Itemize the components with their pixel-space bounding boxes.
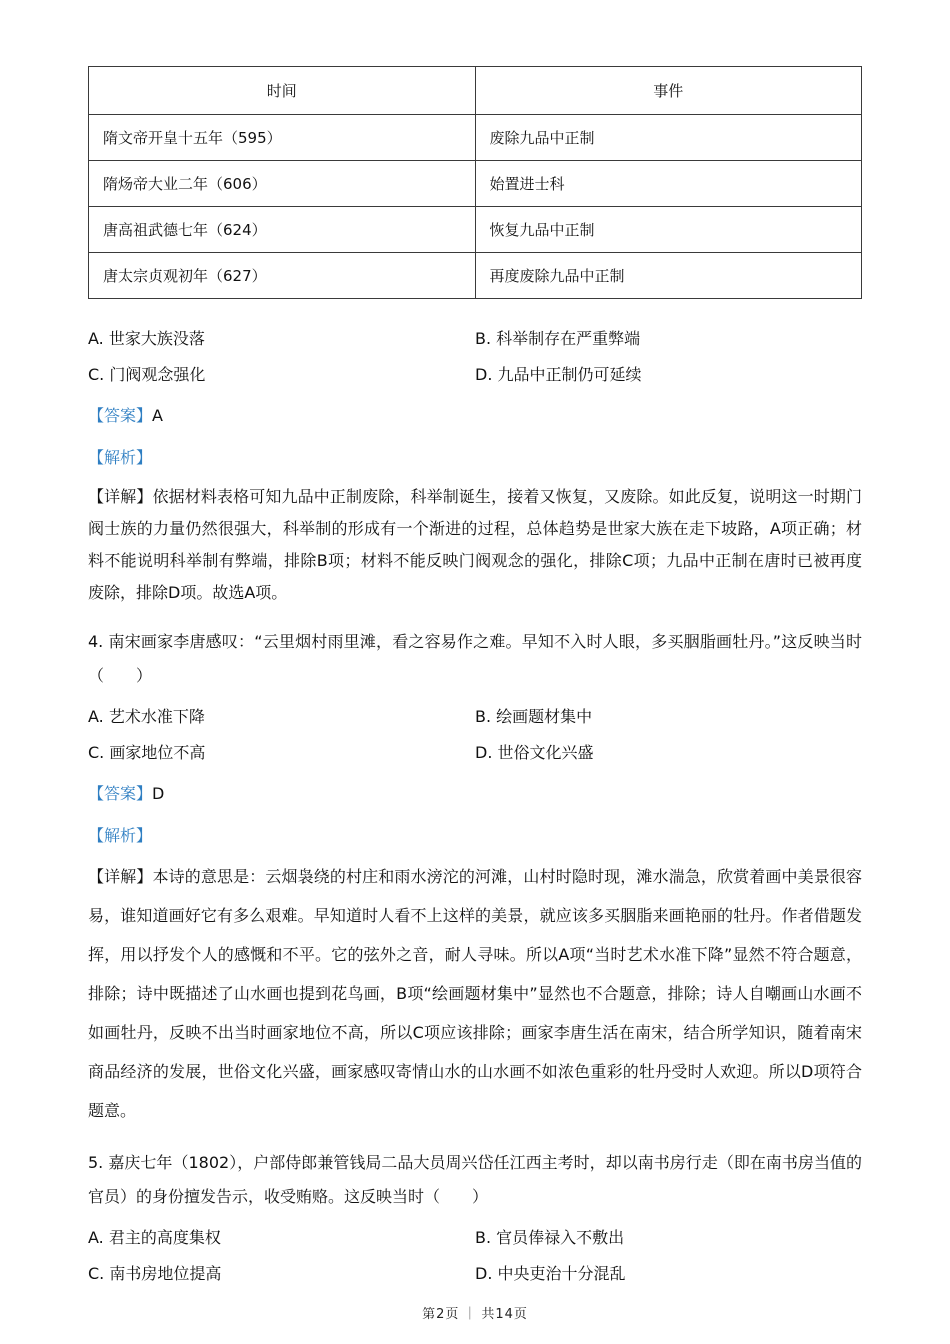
answer-label: 【答案】 xyxy=(88,406,153,425)
q5-stem: 5. 嘉庆七年（1802），户部侍郎兼管钱局二品大员周兴岱任江西主考时，却以南书房行走（即在南书房当值的官员）的身份擅发告示，收受贿赂。这反映当时（ ） xyxy=(88,1153,862,1206)
table-header-event: 事件 xyxy=(475,67,862,115)
detail-label: 【详解】 xyxy=(88,867,153,886)
q3-answer-value: A xyxy=(152,406,163,425)
q3-option-d: D. 九品中正制仍可延续 xyxy=(475,365,642,384)
q4-answer-line xyxy=(88,779,862,809)
table-cell-time: 唐太宗贞观初年（627） xyxy=(89,253,476,299)
q3-material-table xyxy=(88,66,862,299)
table-row xyxy=(89,161,862,207)
q5-option-a: A. 君主的高度集权 xyxy=(88,1228,221,1247)
table-header-time: 时间 xyxy=(89,67,476,115)
q3-analysis-line xyxy=(88,443,862,473)
q3-option-b: B. 科举制存在严重弊端 xyxy=(475,329,641,348)
q4-option-a: A. 艺术水准下降 xyxy=(88,707,205,726)
q3-option-a: A. 世家大族没落 xyxy=(88,329,205,348)
q4-detail-text: 本诗的意思是：云烟袅绕的村庄和雨水滂沱的河滩，山村时隐时现，滩水湍急，欣赏着画中美景很容易，谁知道画好它有多么艰难。早知道时人看不上这样的美景，就应该多买胭脂来画艳丽的牡丹。作者借题发挥，用以抒发个人的感慨和不平。它的弦外之音，耐人寻味。所以A项“当时艺术水准下降”显然不符合题意，排除；诗中既描述了山水画也提到花鸟画，B项“绘画题材集中”显然也不合题意，排除；诗人自嘲画山水画不如画牡丹，反映不出当时画家地位不高，所以C项应该排除；画家李唐生活在南宋，结合所学知识，随着南宋商品经济的发展，世俗文化兴盛，画家感叹寄情山水的山水画不如浓色重彩的牡丹受时人欢迎。所以D项符合题意。 xyxy=(88,867,862,1120)
table-row xyxy=(89,253,862,299)
q5-option-b: B. 官员俸禄入不敷出 xyxy=(475,1228,625,1247)
q4-stem: 4. 南宋画家李唐感叹：“云里烟村雨里滩，看之容易作之难。早知不入时人眼，多买胭脂画牡丹。”这反映当时（ ） xyxy=(88,632,862,685)
q5-option-c: C. 南书房地位提高 xyxy=(88,1264,222,1283)
q4-options xyxy=(88,703,862,767)
table-cell-event: 废除九品中正制 xyxy=(475,115,862,161)
detail-label: 【详解】 xyxy=(88,487,153,506)
table-cell-event: 再度废除九品中正制 xyxy=(475,253,862,299)
analysis-label: 【解析】 xyxy=(88,448,153,467)
q5-option-d: D. 中央吏治十分混乱 xyxy=(475,1264,626,1283)
footer-page-number: 第2页 xyxy=(422,1307,460,1322)
q3-options xyxy=(88,325,862,389)
analysis-label: 【解析】 xyxy=(88,826,153,845)
q3-answer-line xyxy=(88,401,862,431)
answer-label: 【答案】 xyxy=(88,784,153,803)
q4-detail xyxy=(88,857,862,1130)
q4-answer-value: D xyxy=(152,784,165,803)
table-cell-event: 恢复九品中正制 xyxy=(475,207,862,253)
q5-options xyxy=(88,1224,862,1288)
table-cell-time: 隋文帝开皇十五年（595） xyxy=(89,115,476,161)
footer-separator: ｜ xyxy=(463,1307,478,1322)
table-row xyxy=(89,207,862,253)
table-header-row xyxy=(89,67,862,115)
q4-analysis-line xyxy=(88,821,862,851)
q3-detail-text: 依据材料表格可知九品中正制废除，科举制诞生，接着又恢复，又废除。如此反复，说明这一时期门阀士族的力量仍然很强大，科举制的形成有一个渐进的过程，总体趋势是世家大族在走下坡路，A项正确；材料不能说明科举制有弊端，排除B项；材料不能反映门阀观念的强化，排除C项；九品中正制在唐时已被再度废除，排除D项。故选A项。 xyxy=(88,487,862,602)
q4-option-d: D. 世俗文化兴盛 xyxy=(475,743,594,762)
table-cell-time: 隋炀帝大业二年（606） xyxy=(89,161,476,207)
table-row xyxy=(89,115,862,161)
page-footer xyxy=(88,1303,862,1322)
footer-total-pages: 共14页 xyxy=(481,1307,528,1322)
table-cell-event: 始置进士科 xyxy=(475,161,862,207)
q4-option-b: B. 绘画题材集中 xyxy=(475,707,593,726)
table-cell-time: 唐高祖武德七年（624） xyxy=(89,207,476,253)
q3-option-c: C. 门阀观念强化 xyxy=(88,365,206,384)
q4-option-c: C. 画家地位不高 xyxy=(88,743,206,762)
q3-detail xyxy=(88,481,862,609)
